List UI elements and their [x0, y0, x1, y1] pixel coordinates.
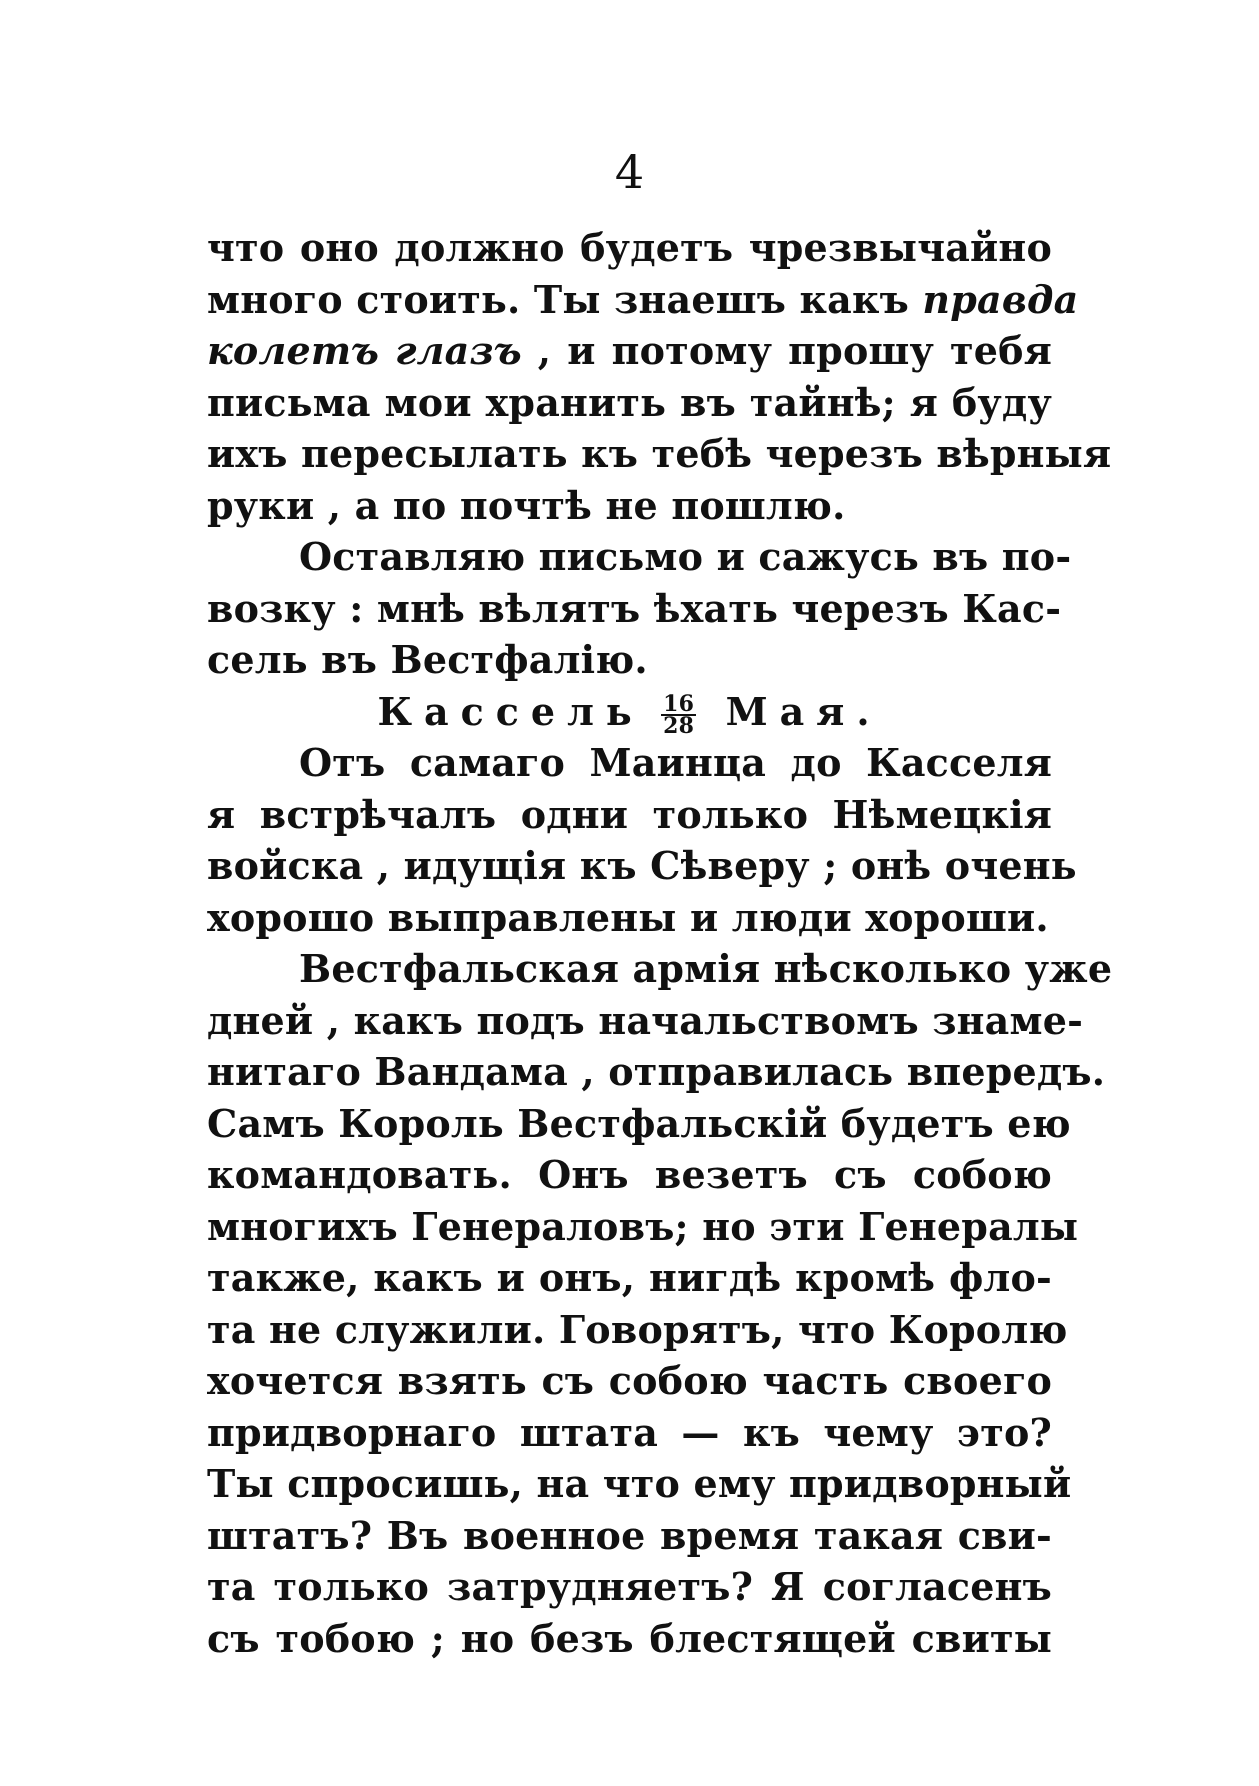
text-line: съ тобою ; но безъ блестящей свиты: [207, 1615, 1052, 1661]
italic-phrase: колетъ глазъ: [207, 328, 522, 373]
text-line: штатъ? Въ военное время такая сви-: [207, 1512, 1052, 1558]
paragraph-4: [207, 943, 1113, 1664]
text-line: Оставляю письмо и сажусь въ по-: [299, 534, 1072, 579]
paragraph-1: [207, 222, 1112, 531]
text-line: придворнаго штата — къ чему это?: [207, 1409, 1052, 1455]
text-line-segment: много стоить. Ты знаешъ какъ: [207, 276, 923, 322]
text-line: возку : мнѣ вѣлятъ ѣхать черезъ Кас-: [207, 585, 1062, 631]
text-line: командовать. Онъ везетъ съ собою: [207, 1152, 1052, 1197]
text-line: та не служили. Говорятъ, что Королю: [207, 1306, 1068, 1352]
text-line: та только затрудняетъ? Я согласенъ: [207, 1564, 1052, 1609]
text-line: Отъ самаго Маинца до Касселя: [299, 740, 1052, 785]
text-line: хочется взять съ собою часть своего: [207, 1358, 1052, 1403]
heading-date-fraction: [661, 691, 696, 739]
text-line: Вестфальская армія нѣсколько уже: [299, 946, 1113, 991]
date-denominator: 28: [663, 713, 695, 739]
text-line: многихъ Генераловъ; но эти Генералы: [207, 1203, 1079, 1249]
text-line: что оно должно будетъ чрезвычайно: [207, 225, 1052, 270]
text-line: также, какъ и онъ, нигдѣ кромѣ фло-: [207, 1255, 1052, 1300]
page-number: 4: [614, 145, 645, 199]
text-line: Самъ Король Вестфальскій будетъ ею: [207, 1100, 1071, 1146]
paragraph-3: [207, 737, 1077, 943]
text-line: ихъ пересылать къ тебѣ черезъ вѣрныя: [207, 431, 1112, 476]
italic-phrase: правда: [922, 276, 1079, 322]
heading-month: Мая.: [725, 688, 882, 734]
text-line: руки , а по почтѣ не пошлю.: [207, 482, 846, 528]
text-line: нитаго Вандама , отправилась впередъ.: [207, 1049, 1106, 1094]
text-line: войска , идущія къ Сѣверу ; онѣ очень: [207, 843, 1077, 888]
heading-place: Кассель: [377, 688, 644, 734]
text-line: письма мои хранить въ тайнѣ; я буду: [207, 379, 1052, 425]
text-line-segment: , и потому прошу тебя: [521, 328, 1052, 373]
text-body: [207, 222, 1113, 1664]
text-line: хорошо выправлены и люди хороши.: [207, 894, 1049, 940]
text-line: сель въ Вестфалію.: [207, 637, 648, 682]
date-numerator: 16: [663, 691, 695, 717]
text-line: [207, 325, 1052, 377]
paragraph-2: [207, 531, 1072, 686]
text-line: дней , какъ подъ начальствомъ знаме-: [207, 997, 1084, 1043]
text-line: Ты спросишь, на что ему придворный: [207, 1461, 1072, 1506]
text-line: я встрѣчалъ одни только Нѣмецкія: [207, 791, 1052, 837]
text-line: [207, 274, 1079, 326]
section-heading: [207, 686, 1052, 738]
